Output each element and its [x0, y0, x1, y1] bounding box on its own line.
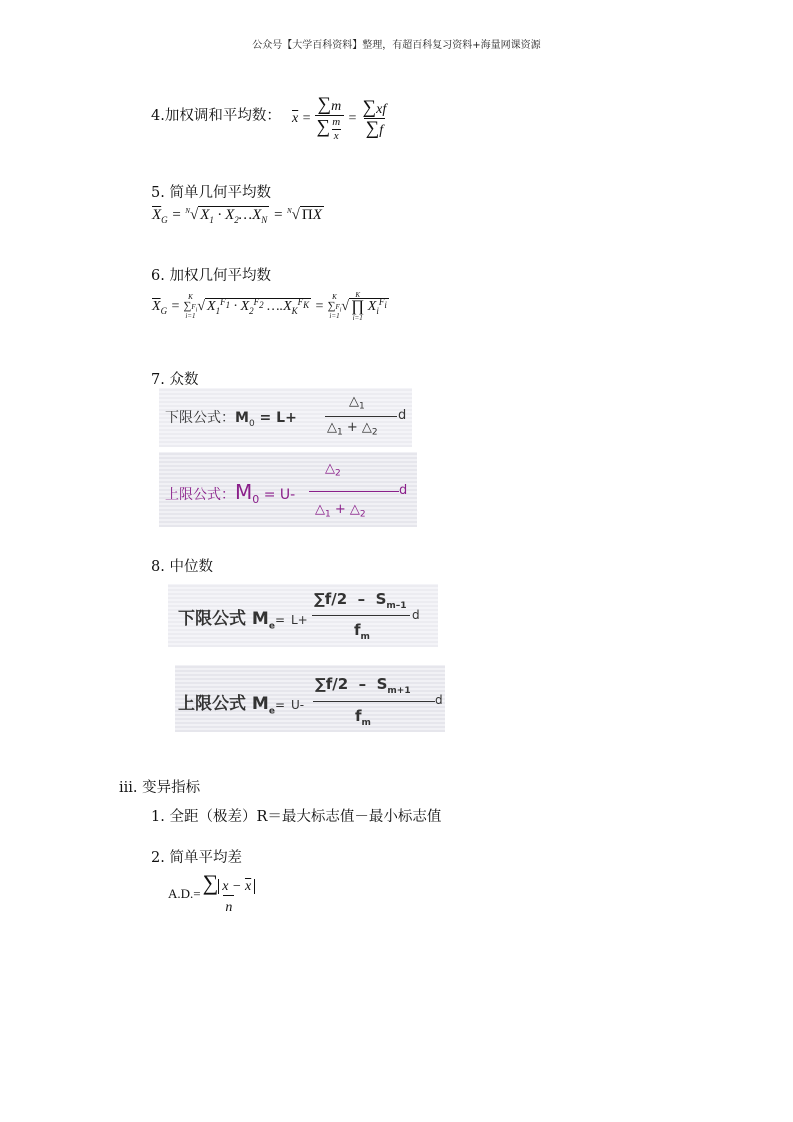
- median-upper-denominator: $f_m$: [355, 707, 371, 728]
- median-lower-denominator: $f_m$: [354, 621, 370, 642]
- formula-simple-mean-deviation: A.D.= $\frac{\sum x - \overline{x}}{n}$: [168, 872, 257, 916]
- heading-median: 8. 中位数: [151, 559, 213, 575]
- median-lower-fraction-line: [312, 615, 410, 616]
- mode-lower-denominator: $\triangle_1$ + $\triangle_2$: [327, 420, 378, 438]
- heading-simple-mean-deviation: 2. 简单平均差: [151, 850, 242, 866]
- heading-simple-geometric-mean: 5. 简单几何平均数: [151, 185, 271, 201]
- mode-upper-d: d: [399, 483, 408, 498]
- median-upper-numerator: $\sum f/2 - S_{m+1}$: [315, 675, 411, 696]
- median-upper-fraction-line: [313, 701, 435, 702]
- mode-lower-sub: 0: [248, 418, 255, 429]
- median-upper-formula-image: 上限公式 $M_e= U-$ $\sum f/2 - S_{m+1}$ $f_m$ d: [175, 665, 445, 732]
- mode-upper-m: M: [235, 480, 253, 504]
- median-lower-sign: L+: [290, 613, 308, 627]
- median-lower-numerator: $\sum f/2 - S_{m-1}$: [314, 590, 407, 611]
- median-upper-sign: U-: [290, 698, 305, 712]
- formula-weighted-harmonic-mean: $\overline{x}$ = ∑m ∑ $\frac{m}{x}$ = $\frac{\sum xf}{\sum f}$: [292, 94, 387, 142]
- mode-upper-formula-image: [159, 452, 417, 527]
- mode-upper-fraction-line: [309, 491, 399, 492]
- mode-lower-label: 下限公式：: [165, 410, 235, 426]
- mode-lower-mid: = L+: [254, 410, 297, 426]
- median-upper-label: 上限公式: [178, 694, 246, 714]
- median-lower-formula-image: 下限公式 $M_e= L+$ $\sum f/2 - S_{m-1}$ $f_m$ d: [168, 584, 438, 647]
- heading-weighted-harmonic-mean: 4.加权调和平均数：: [151, 108, 281, 124]
- mode-upper-numerator: $\triangle_2$: [325, 461, 341, 479]
- page-header: 公众号【大学百科资料】整理，有超百科复习资料+海量网课资源: [252, 40, 541, 51]
- mode-lower-numerator: $\triangle_1$: [349, 394, 365, 412]
- formula-simple-geometric-mean: $\overline{X}_G = ^N√$ $X_1$ · $X_2\dots X_N = ^N√$ ΠX: [152, 207, 322, 225]
- mode-upper-denominator: $\triangle_1$ + $\triangle_2$: [315, 502, 366, 520]
- text-range-definition: 1. 全距（极差）R＝最大标志值－最小标志值: [151, 809, 442, 825]
- median-lower-d: d: [412, 608, 420, 622]
- mode-lower-fraction-line: [325, 416, 397, 417]
- heading-variation-indicators: iii. 变异指标: [119, 780, 201, 796]
- mode-upper-label: 上限公式：: [165, 487, 235, 503]
- formula-weighted-geometric-mean: $\overline{X}_G = K$ $\sum F_i$ i=1√ $X_1^{F_1} \cdot X_2^{F_2}$ $\dots.X_K^{F_K} = K$ $\sum F_i$ i=1√K ∏ i=1 $X_i^{F_i}$: [152, 291, 387, 322]
- mode-lower-m: M: [235, 410, 249, 426]
- mode-lower-formula-image: [159, 388, 412, 447]
- mode-lower-d: d: [398, 408, 407, 423]
- median-lower-label: 下限公式: [178, 609, 246, 629]
- median-upper-d: d: [435, 693, 443, 707]
- mode-upper-sub: 0: [252, 492, 260, 506]
- mode-upper-mid: = U-: [259, 487, 296, 503]
- heading-weighted-geometric-mean: 6. 加权几何平均数: [151, 268, 271, 284]
- heading-mode: 7. 众数: [151, 372, 199, 388]
